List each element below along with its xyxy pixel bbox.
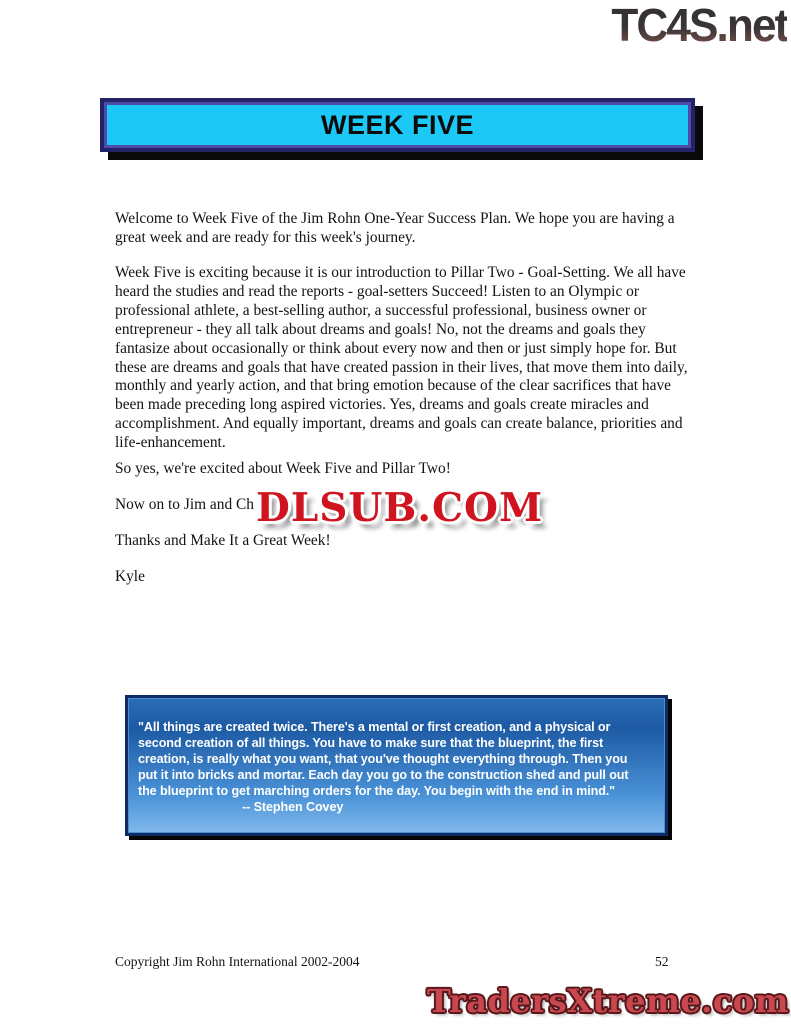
quote-body: "All things are created twice. There's a mental or first creation, and a physical or second creation of all things. You have to make sure that the blueprint, the first creation, is really what you want, that you've thought everything through. Then you put it into bricks and mortar. Each day you go to the construction shed and pull out the blueprint to get marching orders for the day. You begin with the end in mind." (138, 720, 629, 798)
page-number: 52 (655, 954, 669, 969)
paragraph-welcome: Welcome to Week Five of the Jim Rohn One-Year Success Plan. We hope you are having a great week and are ready for this week's journey. (115, 210, 675, 246)
paragraph-now-on-to: Now on to Jim and Ch (115, 496, 254, 513)
tc4s-logo: TC4S.net (610, 0, 787, 51)
banner-title: WEEK FIVE (320, 109, 474, 140)
paragraph-thanks: Thanks and Make It a Great Week! (115, 532, 331, 549)
week-banner (100, 98, 695, 152)
quote-text (138, 719, 649, 815)
paragraph-week-five-intro: Week Five is exciting because it is our introduction to Pillar Two - Goal-Setting. We all have heard the studies and read the reports - goal-setters Succeed! Listen to an Olympic or professional athlete, a best-selling author, a successful professional, business owner or entrepreneur - they all talk about dreams and goals! No, not the dreams and goals they fantasize about occasionally or think about every now and then or just simply hope for. But these are dreams and goals that have created passion in their lives, that move them into daily, monthly and yearly action, and that bring emotion because of the clear sacrifices that have been made preceding long aspired victories. Yes, dreams and goals create miracles and accomplishment. And equally important, dreams and goals can create balance, priorities and life-enhancement. (115, 264, 688, 452)
footer-copyright: Copyright Jim Rohn International 2002-2004 (115, 954, 360, 969)
paragraph-so-yes: So yes, we're excited about Week Five and Pillar Two! (115, 460, 451, 477)
signature-kyle: Kyle (115, 568, 145, 585)
dlsub-watermark: DLSUB.COM (256, 485, 544, 531)
quote-attribution: -- Stephen Covey (242, 800, 344, 814)
quote-box (125, 695, 668, 836)
tradersxtreme-logo: TradersXtreme.com (426, 982, 789, 1020)
